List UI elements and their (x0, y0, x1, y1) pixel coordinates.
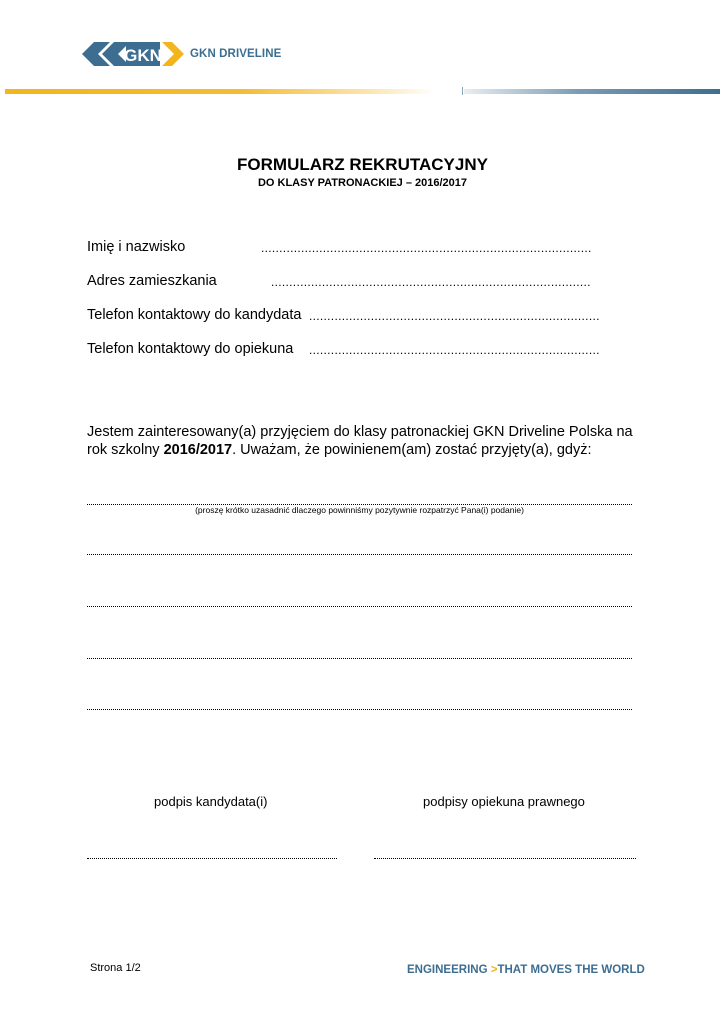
field-input-candidate-phone[interactable]: ................................................................................ (309, 309, 600, 323)
guardian-signature-label: podpisy opiekuna prawnego (423, 794, 585, 809)
gkn-driveline-logo (80, 39, 280, 69)
form-title: FORMULARZ REKRUTACYJNY (237, 155, 488, 174)
gkn-logo-icon (80, 39, 186, 69)
slogan-part-2: THAT MOVES THE WORLD (497, 964, 645, 976)
field-label-name: Imię i nazwisko (87, 239, 186, 255)
svg-text:GKN: GKN (124, 46, 162, 65)
statement-text-1: Jestem zainteresowany(a) przyjęciem do klasy patronackiej GKN Driveline Polska na rok szkolny (87, 424, 633, 458)
slogan-part-1: ENGINEERING (407, 964, 488, 976)
field-label-guardian-phone: Telefon kontaktowy do opiekuna (87, 341, 294, 357)
reason-line-4[interactable] (87, 646, 632, 659)
field-input-guardian-phone[interactable]: ................................................................................ (309, 343, 600, 357)
reason-line-3[interactable] (87, 594, 632, 607)
field-input-address[interactable]: ........................................................................................ (271, 275, 591, 289)
reason-line-5[interactable] (87, 697, 632, 710)
reason-hint: (proszę krótko uzasadnić dlaczego powinniśmy pozytywnie rozpatrzyć Pana(i) podanie) (195, 505, 524, 515)
guardian-signature-line[interactable] (374, 846, 636, 859)
field-input-name[interactable]: ........................................................................................... (261, 241, 592, 255)
slogan-chevron-icon: > (490, 964, 498, 976)
brand-name: GKN DRIVELINE (190, 48, 282, 60)
header-rule-blue (464, 89, 720, 94)
reason-line-1[interactable] (87, 492, 632, 505)
statement-year: 2016/2017 (163, 442, 233, 458)
statement-text-2: . Uważam, że powinienem(am) zostać przyjęty(a), gdyż: (232, 442, 592, 458)
field-label-address: Adres zamieszkania (87, 273, 217, 289)
reason-line-2[interactable] (87, 542, 632, 555)
footer-slogan (407, 964, 645, 976)
header-rule-divider (462, 87, 463, 95)
field-label-candidate-phone: Telefon kontaktowy do kandydata (87, 307, 302, 323)
candidate-signature-label: podpis kandydata(i) (154, 794, 268, 809)
form-subtitle: DO KLASY PATRONACKIEJ – 2016/2017 (257, 177, 468, 189)
statement-paragraph (87, 423, 647, 459)
header-rule-gold (5, 89, 435, 94)
page-number: Strona 1/2 (90, 962, 141, 974)
candidate-signature-line[interactable] (87, 846, 337, 859)
